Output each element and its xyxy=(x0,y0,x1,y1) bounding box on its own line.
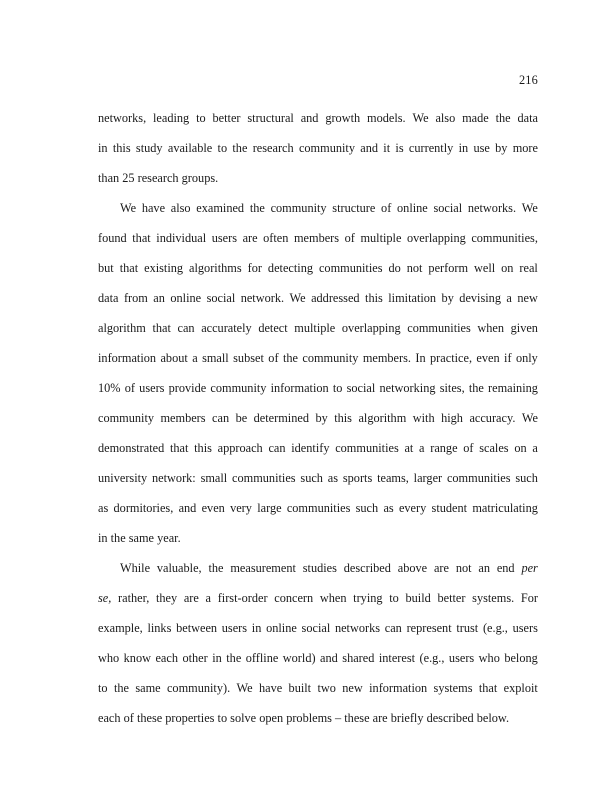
text-line xyxy=(98,643,538,673)
word: that xyxy=(152,321,171,335)
word: algorithms xyxy=(189,261,242,275)
word: determined xyxy=(253,411,309,425)
word: very xyxy=(230,501,252,515)
word: communities xyxy=(318,261,383,275)
text-line xyxy=(98,493,538,523)
word: belong xyxy=(504,651,538,665)
word: examined xyxy=(196,201,245,215)
word: community xyxy=(298,141,355,155)
word: of xyxy=(268,351,279,365)
word: as xyxy=(327,471,339,485)
word: exploit xyxy=(503,681,538,695)
word: also xyxy=(170,201,191,215)
word: to xyxy=(389,591,399,605)
word: that xyxy=(119,261,139,275)
word: users xyxy=(512,621,538,635)
word: network. xyxy=(240,291,285,305)
word: found xyxy=(98,231,127,245)
word: built xyxy=(288,681,312,695)
word: university xyxy=(98,471,148,485)
word: matriculating xyxy=(472,501,538,515)
text-line xyxy=(98,313,538,343)
word: scales xyxy=(479,441,509,455)
word: online xyxy=(170,291,202,305)
word: demonstrated xyxy=(98,441,165,455)
word: problems xyxy=(286,711,336,725)
word: do xyxy=(388,261,401,275)
word: for xyxy=(247,261,262,275)
word: between xyxy=(176,621,218,635)
word: devising xyxy=(459,291,501,305)
word: existing xyxy=(144,261,184,275)
word: as xyxy=(383,501,394,515)
word: information xyxy=(270,381,329,395)
word: that xyxy=(478,681,498,695)
word: measurement xyxy=(230,561,296,575)
word: accurately xyxy=(201,321,252,335)
word: trying xyxy=(353,591,383,605)
word: range xyxy=(430,441,458,455)
word: networks. xyxy=(467,201,517,215)
word: communities xyxy=(335,441,399,455)
word: every xyxy=(398,501,427,515)
text-line xyxy=(98,163,538,193)
word: from xyxy=(123,291,148,305)
word: 25 xyxy=(122,171,138,185)
word: described xyxy=(426,711,477,725)
word: also xyxy=(435,111,456,125)
word: other xyxy=(182,651,208,665)
word: made xyxy=(462,111,489,125)
word: teams, xyxy=(377,471,409,485)
word: new xyxy=(517,291,538,305)
word: the xyxy=(113,681,129,695)
word: We xyxy=(521,201,538,215)
word: users xyxy=(211,231,237,245)
word: groups. xyxy=(181,171,219,185)
word: subset xyxy=(233,351,264,365)
word: multiple xyxy=(360,231,402,245)
word: larger xyxy=(413,471,443,485)
word: a xyxy=(205,591,211,605)
text-line xyxy=(98,523,538,553)
text-line xyxy=(98,103,538,133)
word: the xyxy=(232,141,248,155)
word: high xyxy=(441,411,463,425)
word: members. xyxy=(362,351,411,365)
word: given xyxy=(510,321,538,335)
word: to xyxy=(217,141,228,155)
word: overlapping xyxy=(407,231,466,245)
word: better xyxy=(212,111,241,125)
word: if xyxy=(504,351,512,365)
word: members xyxy=(160,411,206,425)
word: social xyxy=(346,381,376,395)
word: real xyxy=(519,261,538,275)
word: an xyxy=(478,561,490,575)
word: same xyxy=(135,681,161,695)
emphasis-word: per xyxy=(521,561,538,575)
word: world) xyxy=(282,651,316,665)
word: community xyxy=(210,381,267,395)
word: in xyxy=(98,141,108,155)
word: as xyxy=(98,501,109,515)
word: offline xyxy=(245,651,279,665)
word: detecting xyxy=(267,261,313,275)
word: is xyxy=(395,141,404,155)
text-line xyxy=(98,673,538,703)
word: information xyxy=(98,351,157,365)
word: 10% xyxy=(98,381,121,395)
word: of xyxy=(124,381,135,395)
word: We xyxy=(289,291,306,305)
word: the xyxy=(249,201,265,215)
text-line xyxy=(98,403,538,433)
word: solve xyxy=(230,711,260,725)
word: on xyxy=(501,261,514,275)
word: the xyxy=(495,111,511,125)
word: in xyxy=(98,531,111,545)
word: network: xyxy=(152,471,196,485)
word: when xyxy=(319,591,347,605)
word: information xyxy=(369,681,428,695)
word: trust xyxy=(456,621,479,635)
word: We xyxy=(120,201,137,215)
word: communities xyxy=(407,321,471,335)
word: shared xyxy=(342,651,375,665)
word: end xyxy=(496,561,515,575)
word: often xyxy=(263,231,289,245)
word: limitation xyxy=(388,291,437,305)
word: communities xyxy=(446,471,511,485)
word: in xyxy=(251,621,262,635)
word: users xyxy=(448,651,475,665)
word: networking xyxy=(379,381,436,395)
word: models. xyxy=(367,111,406,125)
word: better xyxy=(437,591,466,605)
word: online xyxy=(397,201,428,215)
word: For xyxy=(520,591,538,605)
word: by xyxy=(441,291,454,305)
word: who xyxy=(478,651,500,665)
word: While xyxy=(120,561,151,575)
word: of xyxy=(463,441,474,455)
word: in xyxy=(212,651,222,665)
word: at xyxy=(404,441,414,455)
word: sports xyxy=(342,471,373,485)
word: community xyxy=(98,411,155,425)
word: members xyxy=(293,231,340,245)
word: accuracy. xyxy=(469,411,516,425)
word: to xyxy=(196,111,206,125)
word: first-order xyxy=(217,591,268,605)
word: identify xyxy=(291,441,330,455)
word: by xyxy=(495,141,508,155)
word: who xyxy=(98,651,120,665)
word: below. xyxy=(476,711,510,725)
word: a xyxy=(532,441,538,455)
page-number: 216 xyxy=(518,73,538,87)
word: but xyxy=(98,261,114,275)
text-line xyxy=(98,343,538,373)
text-line xyxy=(98,703,538,733)
word: systems. xyxy=(472,591,515,605)
word: a xyxy=(192,351,198,365)
word: structural xyxy=(247,111,294,125)
word: remaining xyxy=(488,381,538,395)
word: can xyxy=(177,321,195,335)
word: data xyxy=(98,291,119,305)
text-line xyxy=(98,463,538,493)
word: the xyxy=(208,561,224,575)
word: described xyxy=(343,561,391,575)
word: to xyxy=(217,711,231,725)
word: that xyxy=(169,441,189,455)
word: online xyxy=(266,621,297,635)
text-line xyxy=(98,193,538,223)
page-body-text xyxy=(98,103,538,733)
word: this xyxy=(112,141,131,155)
word: not xyxy=(455,561,472,575)
word: with xyxy=(412,411,435,425)
word: studies xyxy=(302,561,337,575)
word: communities, xyxy=(471,231,538,245)
word: small xyxy=(202,351,229,365)
word: such xyxy=(515,471,538,485)
body-paragraph xyxy=(98,553,538,733)
word: systems xyxy=(433,681,473,695)
text-line xyxy=(98,583,538,613)
word: this xyxy=(334,411,352,425)
word: well xyxy=(474,261,496,275)
word: be xyxy=(235,411,248,425)
word: the xyxy=(110,531,129,545)
word: data xyxy=(517,111,538,125)
word: briefly xyxy=(390,711,427,725)
word: by xyxy=(315,411,328,425)
word: networks xyxy=(334,621,381,635)
word: a xyxy=(506,291,512,305)
word: of xyxy=(381,201,392,215)
word: above xyxy=(397,561,428,575)
word: that xyxy=(132,231,151,245)
word: two xyxy=(317,681,336,695)
word: growth xyxy=(325,111,361,125)
word: this xyxy=(365,291,383,305)
word: only xyxy=(515,351,538,365)
word: build xyxy=(405,591,431,605)
word: links xyxy=(147,621,172,635)
word: to xyxy=(98,681,108,695)
word: can xyxy=(268,441,286,455)
word: We xyxy=(521,411,538,425)
word: such xyxy=(300,471,323,485)
word: (e.g., xyxy=(419,651,445,665)
word: perform xyxy=(428,261,469,275)
word: not xyxy=(406,261,423,275)
word: the xyxy=(468,381,484,395)
word: the xyxy=(282,351,298,365)
word: community). xyxy=(166,681,231,695)
word: the xyxy=(226,651,242,665)
word: We xyxy=(236,681,253,695)
word: large xyxy=(257,501,282,515)
word: communities xyxy=(232,471,296,485)
word: than xyxy=(98,171,123,185)
word: concern xyxy=(274,591,314,605)
word: In xyxy=(415,351,426,365)
word: algorithm xyxy=(98,321,146,335)
word: communities xyxy=(286,501,351,515)
word: to xyxy=(332,381,343,395)
body-paragraph xyxy=(98,103,538,193)
word: can xyxy=(384,621,402,635)
word: We xyxy=(412,111,429,125)
text-line xyxy=(98,223,538,253)
word: interest xyxy=(378,651,416,665)
text-line xyxy=(98,133,538,163)
word: provide xyxy=(168,381,207,395)
word: represent xyxy=(406,621,452,635)
word: networks, xyxy=(98,111,147,125)
word: of xyxy=(123,711,137,725)
word: have xyxy=(258,681,283,695)
word: structure xyxy=(332,201,376,215)
word: are xyxy=(433,561,449,575)
word: they xyxy=(155,591,178,605)
word: valuable, xyxy=(156,561,202,575)
word: even xyxy=(201,501,225,515)
word: social xyxy=(301,621,331,635)
word: and xyxy=(178,501,197,515)
word: open xyxy=(259,711,287,725)
word: these xyxy=(136,711,166,725)
word: use xyxy=(473,141,490,155)
word: sites, xyxy=(439,381,465,395)
word: each xyxy=(98,711,124,725)
word: even xyxy=(476,351,500,365)
word: when xyxy=(477,321,505,335)
word: users xyxy=(221,621,248,635)
word: research xyxy=(137,171,182,185)
word: on xyxy=(514,441,527,455)
word: community xyxy=(302,351,359,365)
text-line xyxy=(98,433,538,463)
word: dormitories, xyxy=(113,501,174,515)
word: social xyxy=(433,201,463,215)
word: have xyxy=(141,201,166,215)
word: currently xyxy=(408,141,454,155)
word: about xyxy=(160,351,188,365)
word: more xyxy=(512,141,538,155)
word: users xyxy=(139,381,165,395)
word: in xyxy=(458,141,469,155)
word: properties xyxy=(165,711,218,725)
word: this xyxy=(194,441,212,455)
word: of xyxy=(344,231,355,245)
word: research xyxy=(252,141,294,155)
word: are xyxy=(242,231,258,245)
word: community xyxy=(270,201,327,215)
word: approach xyxy=(217,441,263,455)
word: each xyxy=(155,651,178,665)
word: addressed xyxy=(311,291,360,305)
word: and xyxy=(360,141,379,155)
body-paragraph xyxy=(98,193,538,553)
word: are xyxy=(372,711,391,725)
text-line xyxy=(98,283,538,313)
text-line xyxy=(98,373,538,403)
word: practice, xyxy=(430,351,473,365)
word: can xyxy=(212,411,230,425)
word: and xyxy=(320,651,338,665)
word: detect xyxy=(258,321,288,335)
word: study xyxy=(135,141,163,155)
word: – xyxy=(335,711,345,725)
word: multiple xyxy=(294,321,336,335)
word: such xyxy=(355,501,379,515)
word: (e.g., xyxy=(482,621,508,635)
word: year. xyxy=(157,531,181,545)
word: these xyxy=(344,711,373,725)
text-line xyxy=(98,253,538,283)
word: rather, xyxy=(118,591,150,605)
word: leading xyxy=(153,111,190,125)
word: example, xyxy=(98,621,143,635)
word: an xyxy=(153,291,165,305)
word: algorithm xyxy=(358,411,407,425)
text-line xyxy=(98,553,538,583)
word: individual xyxy=(156,231,207,245)
word: new xyxy=(342,681,363,695)
word: available xyxy=(167,141,213,155)
word: and xyxy=(300,111,319,125)
emphasis-word: se, xyxy=(98,591,112,605)
word: a xyxy=(419,441,425,455)
word: small xyxy=(200,471,228,485)
word: social xyxy=(206,291,236,305)
word: are xyxy=(183,591,199,605)
word: it xyxy=(383,141,391,155)
word: same xyxy=(128,531,158,545)
text-line xyxy=(98,613,538,643)
word: overlapping xyxy=(341,321,401,335)
word: student xyxy=(431,501,468,515)
word: know xyxy=(123,651,151,665)
